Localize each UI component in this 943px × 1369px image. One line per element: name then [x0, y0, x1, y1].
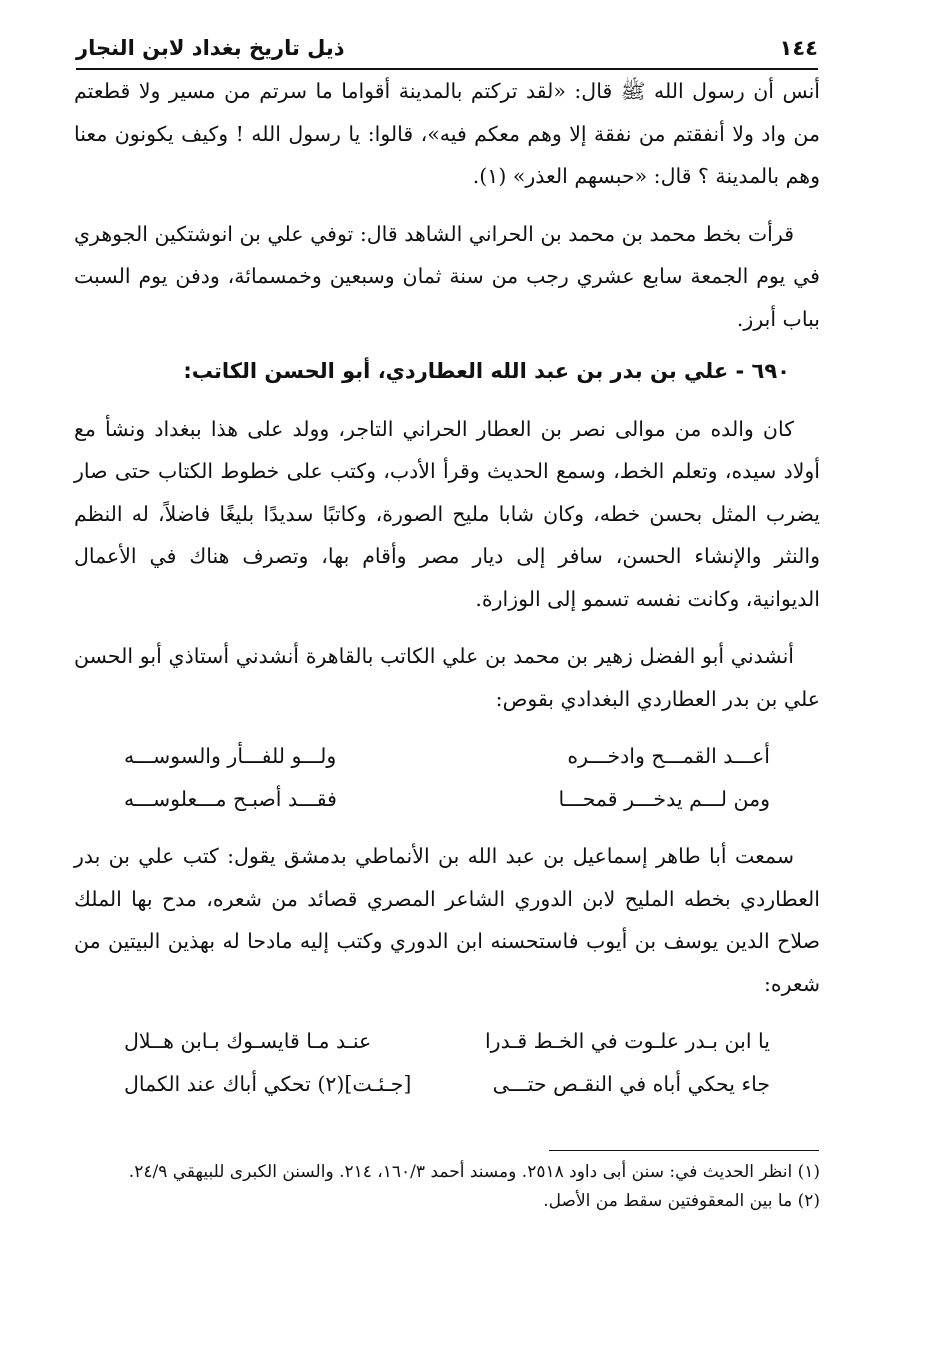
verse-line	[74, 1063, 770, 1106]
verse-line	[74, 778, 770, 821]
footnotes	[74, 1158, 820, 1216]
verse-hemistich-right: أعـــد القمـــح وادخـــره	[567, 744, 770, 768]
page-number: ١٤٤	[779, 36, 818, 60]
footnote-2: (٢) ما بين المعقوفتين سقط من الأصل.	[543, 1191, 820, 1211]
page-header	[76, 28, 818, 70]
paragraph-biography: كان والده من موالى نصر بن العطار الحراني التاجر، وولد على هذا ببغداد ونشأ مع أولاد سيده، وتعلم الخط، وسمع الحديث وقرأ الأدب، وكتب على خطوط الكتاب حتى صار يضرب المثل بحسن خطه، وكان شابا مليح الصورة، وكاتبًا سديدًا بليغًا فاضلاً، له النظم والنثر والإنشاء الحسن، سافر إلى ديار مصر وأقام بها، وتصرف هناك في الأعمال الديوانية، وكانت نفسه تسمو إلى الوزارة.	[74, 416, 820, 611]
verse-line	[74, 1020, 770, 1063]
verse-hemistich-left: ولـــو للفـــأر والسوســـه	[124, 744, 337, 768]
footnote-1: (١) انظر الحديث في: سنن أبى داود ٢٥١٨. ومسند أحمد ١٦٠/٣، ٢١٤. والسنن الكبرى للبيهقي ٢٤/٩.	[128, 1162, 820, 1182]
verse-hemistich-right: يا ابن بـدر علـوت في الخـط قـدرا	[484, 1029, 770, 1053]
paragraph-recitation: أنشدني أبو الفضل زهير بن محمد بن علي الكاتب بالقاهرة أنشدني أستاذي أبو الحسن علي بن بدر العطاردي البغدادي بقوص:	[74, 644, 820, 711]
verse-hemistich-left: عنـد مـا قايسـوك بـابن هــلال	[124, 1029, 372, 1053]
verse-hemistich-right: ومن لـــم يدخـــر قمحـــا	[558, 786, 770, 811]
paragraph-letter: سمعت أبا طاهر إسماعيل بن عبد الله بن الأنماطي بدمشق يقول: كتب علي بن بدر العطاردي بخطه المليح لابن الدوري الشاعر المصري قصائد من شعره، مدح بها الملك صلاح الدين يوسف بن أيوب فاستحسنه ابن الدوري وكتب إليه مادحا له بهذين البيتين من شعره:	[74, 844, 820, 996]
footnote-divider	[549, 1150, 819, 1151]
verse-line	[74, 735, 770, 778]
paragraph-hadith: أنس أن رسول الله ﷺ قال: «لقد تركتم بالمدينة أقواما ما سرتم من مسير ولا قطعتم من واد ولا أنفقتم من نفقة إلا وهم معكم فيه»، قالوا: يا رسول الله ! وكيف يكونون معنا وهم بالمدينة ؟ قال: «حبسهم العذر» (١).	[74, 79, 820, 188]
verse-hemistich-right: جاء يحكي أباه في النقـص حتـــى	[492, 1071, 770, 1096]
entry-title: ٦٩٠ - علي بن بدر بن عبد الله العطاردي، أبو الحسن الكاتب:	[183, 359, 790, 383]
paragraph-death-note: قرأت بخط محمد بن محمد بن الحراني الشاهد قال: توفي علي بن انوشتكين الجوهري في يوم الجمعة سابع عشري رجب من سنة ثمان وسبعين وخمسمائة، ودفن يوم السبت بباب أبرز.	[74, 221, 820, 331]
verse-hemistich-left: فقـــد أصبـح مـــعلوســـه	[124, 786, 337, 811]
verse-hemistich-left: [جـئـت](٢) تحكي أباك عند الكمال	[124, 1071, 412, 1096]
running-title: ذيل تاريخ بغداد لابن النجار	[76, 36, 345, 60]
main-text	[74, 70, 820, 1105]
